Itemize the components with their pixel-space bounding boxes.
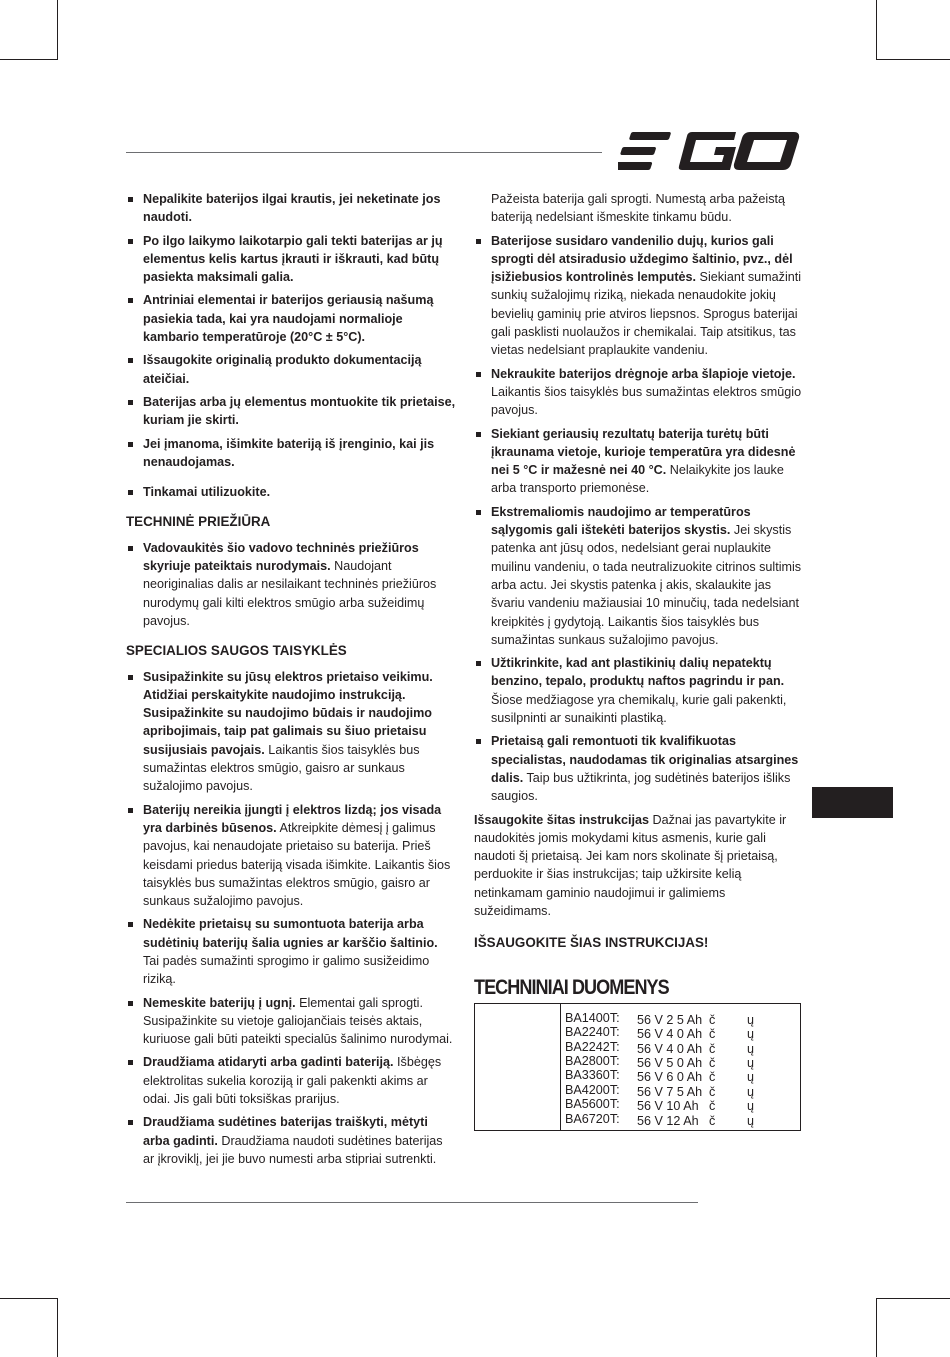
ego-logo <box>618 130 800 172</box>
model-cell: BA5600T: <box>565 1097 620 1112</box>
table-row: 56 V 6 0 Ah č ų <box>637 1070 755 1085</box>
list-item: Prietaisą gali remontuoti tik kvalifikuotas specialistas, naudodamas tik originalias atsargines dalis. Taip bus užtikrinta, jog sudėtinės baterijos išliks saugios. <box>474 732 804 805</box>
language-tab <box>812 787 893 818</box>
header-rule <box>126 152 602 153</box>
section-heading: SPECIALIOS SAUGOS TAISYKLĖS <box>126 643 347 659</box>
crop-mark <box>876 1298 877 1357</box>
list-item: Ekstremaliomis naudojimo ar temperatūros sąlygomis gali ištekėti baterijos skystis. Jei skystis patenka ant jūsų odos, nedelsiant gerai nuplaukite muilinu vandeniu, o tada neutralizuokite citrinos sultimis arba actu. Jei skystis patenka į akis, skalaukite jas švariu vandeniu mažiausiai 10 minučių, tada nedelsiant kreipkitės į gydytoją. Laikantis šios taisyklės bus sumažintas sunkaus sužalojimo pavojus. <box>474 503 804 649</box>
list-item: Užtikrinkite, kad ant plastikinių dalių nepatektų benzino, tepalo, produktų naftos pagrindu ir pan. Šiose medžiagose yra chemikalų, kurie gali pakenkti, susilpninti ar sunaikinti plastiką. <box>474 654 804 727</box>
crop-mark <box>57 1298 58 1357</box>
right-column <box>474 190 804 1131</box>
table-row: 56 V 5 0 Ah č ų <box>637 1056 755 1071</box>
list-item: Draudžiama atidaryti arba gadinti bateriją. Išbėgęs elektrolitas sukelia koroziją ir gali pakenkti akims ar odai. Jis gali būti toksiškas prarijus. <box>126 1053 456 1108</box>
save-instructions-paragraph: Išsaugokite šitas instrukcijas Dažnai jas pavartykite ir naudokitės jomis mokydami kitus asmenis, kurie gali naudoti šį prietaisą. Jei kam nors skolinate šį prietaisą, perduokite ir šias instrukcijas; taip užkirsite kelią netinkamam gaminio naudojimui ir galimiems sužeidimams. <box>474 812 787 918</box>
crop-mark <box>57 0 58 60</box>
list-item: Baterijas arba jų elementus montuokite tik prietaise, kuriam jie skirti. <box>126 393 456 430</box>
model-cell: BA3360T: <box>565 1068 620 1083</box>
value-column <box>637 1013 787 1128</box>
crop-mark <box>0 1298 58 1299</box>
list-item: Nepalikite baterijos ilgai krautis, jei neketinate jos naudoti. <box>126 190 456 227</box>
crop-mark <box>876 0 877 60</box>
list-item: Išsaugokite originalią produkto dokumentaciją ateičiai. <box>126 351 456 388</box>
bullet-list <box>126 539 456 630</box>
list-item: Baterijose susidaro vandenilio dujų, kurios gali sprogti dėl atsiradusio uždegimo šaltinio, pvz., dėl įsižiebusios kontrolinės lemputės. Siekiant sumažinti sunkių sužalojimų riziką, niekada nenaudokite jokių bevielių gaminių prie atviros liepsnos. Sprogus baterijai gali pasklisti nuolaužos ir chemikalai. Taip atsitikus, tas vietas nedelsiant praplaukite vandeniu. <box>474 232 804 360</box>
table-divider <box>560 1004 561 1130</box>
list-item: Po ilgo laikymo laikotarpio gali tekti baterijas ar jų elementus kelis kartus įkrauti ir iškrauti, kad būtų pasiekta maksimali galia. <box>126 232 456 287</box>
bullet-list <box>126 190 456 501</box>
crop-mark <box>876 59 950 60</box>
model-cell: BA4200T: <box>565 1082 620 1097</box>
list-item: Nemeskite baterijų į ugnį. Elementai gali sprogti. Susipažinkite su vietoje galiojančiais teisės aktais, kuriuose gali būti pateikti specialūs šalinimo nurodymai. <box>126 994 456 1049</box>
model-cell: BA1400T: <box>565 1010 620 1025</box>
model-cell: BA2240T: <box>565 1025 620 1040</box>
model-cell: BA2242T: <box>565 1039 620 1054</box>
list-item: Nekraukite baterijos drėgnoje arba šlapioje vietoje. Laikantis šios taisyklės bus sumažintas elektros smūgio pavojus. <box>474 365 804 420</box>
list-item: Draudžiama sudėtines baterijas traiškyti, mėtyti arba gadinti. Draudžiama naudoti sudėtines baterijas ar įkroviklį, jei jie buvo numesti arba stipriai sutrenkti. <box>126 1113 456 1168</box>
crop-mark <box>876 1298 950 1299</box>
tech-data-title: TECHNINIAI DUOMENYS <box>474 975 669 999</box>
save-heading: IŠSAUGOKITE ŠIAS INSTRUKCIJAS! <box>474 935 709 951</box>
list-item: Antriniai elementai ir baterijos geriausią našumą pasiekia tada, kai yra naudojami normalioje kambario temperatūroje (20°C ± 5°C). <box>126 291 456 346</box>
continued-text: Pažeista baterija gali sprogti. Numestą arba pažeistą bateriją nedelsiant išmeskite tinkamu būdu. <box>491 192 786 225</box>
list-item: Nedėkite prietaisų su sumontuota baterija arba sudėtinių baterijų šalia ugnies ar karščio šaltinio. Tai padės sumažinti sprogimo ir galimo susižeidimo riziką. <box>126 915 456 988</box>
list-item: Jei įmanoma, išimkite bateriją iš įrenginio, kai jis nenaudojamas. <box>126 435 456 472</box>
model-cell: BA2800T: <box>565 1054 620 1069</box>
table-row: 56 V 12 Ah č ų <box>637 1113 755 1128</box>
table-row: 56 V 2 5 Ah č ų <box>637 1012 755 1027</box>
spec-table <box>474 1003 801 1131</box>
model-cell: BA6720T: <box>565 1111 620 1126</box>
list-item: Baterijų nereikia įjungti į elektros lizdą; jos visada yra darbinės būsenos. Atkreipkite dėmesį į galimus pavojus, kai nenaudojate prietaiso su baterija. Prieš keisdami priedus bateriją visada išimkite. Laikantis šios taisyklės bus sumažintas elektros smūgio, gaisro ar sunkaus sužalojimo pavojus. <box>126 801 456 911</box>
table-row: 56 V 10 Ah č ų <box>637 1099 755 1114</box>
table-row: 56 V 4 0 Ah č ų <box>637 1027 755 1042</box>
crop-mark <box>0 59 58 60</box>
model-column <box>565 1011 630 1126</box>
table-row: 56 V 7 5 Ah č ų <box>637 1084 755 1099</box>
list-item: Vadovaukitės šio vadovo techninės priežiūros skyriuje pateiktais nurodymais. Naudojant neoriginalias dalis ar nesilaikant techninės priežiūros nurodymų gali kilti elektros smūgio arba sužeidimų pavojus. <box>126 539 456 630</box>
bullet-list <box>474 232 804 806</box>
list-item: Tinkamai utilizuokite. <box>126 483 456 501</box>
section-heading: TECHNINĖ PRIEŽIŪRA <box>126 514 271 530</box>
table-row: 56 V 4 0 Ah č ų <box>637 1041 755 1056</box>
list-item: Siekiant geriausių rezultatų baterija turėtų būti įkraunama vietoje, kurioje temperatūra yra didesnė nei 5 °C ir mažesnė nei 40 °C. Nelaikykite jos lauke arba transporto priemonėse. <box>474 425 804 498</box>
bullet-list <box>126 668 456 1169</box>
list-item: Susipažinkite su jūsų elektros prietaiso veikimu. Atidžiai perskaitykite naudojimo instrukciją. Susipažinkite su naudojimo būdais ir naudojimo apribojimais, taip pat galimais su šiuo prietaisu susijusiais pavojais. Laikantis šios taisyklės bus sumažintas elektros smūgio, gaisro ar sunkaus sužalojimo pavojus. <box>126 668 456 796</box>
left-column <box>126 190 456 1173</box>
footer-rule <box>126 1202 698 1203</box>
